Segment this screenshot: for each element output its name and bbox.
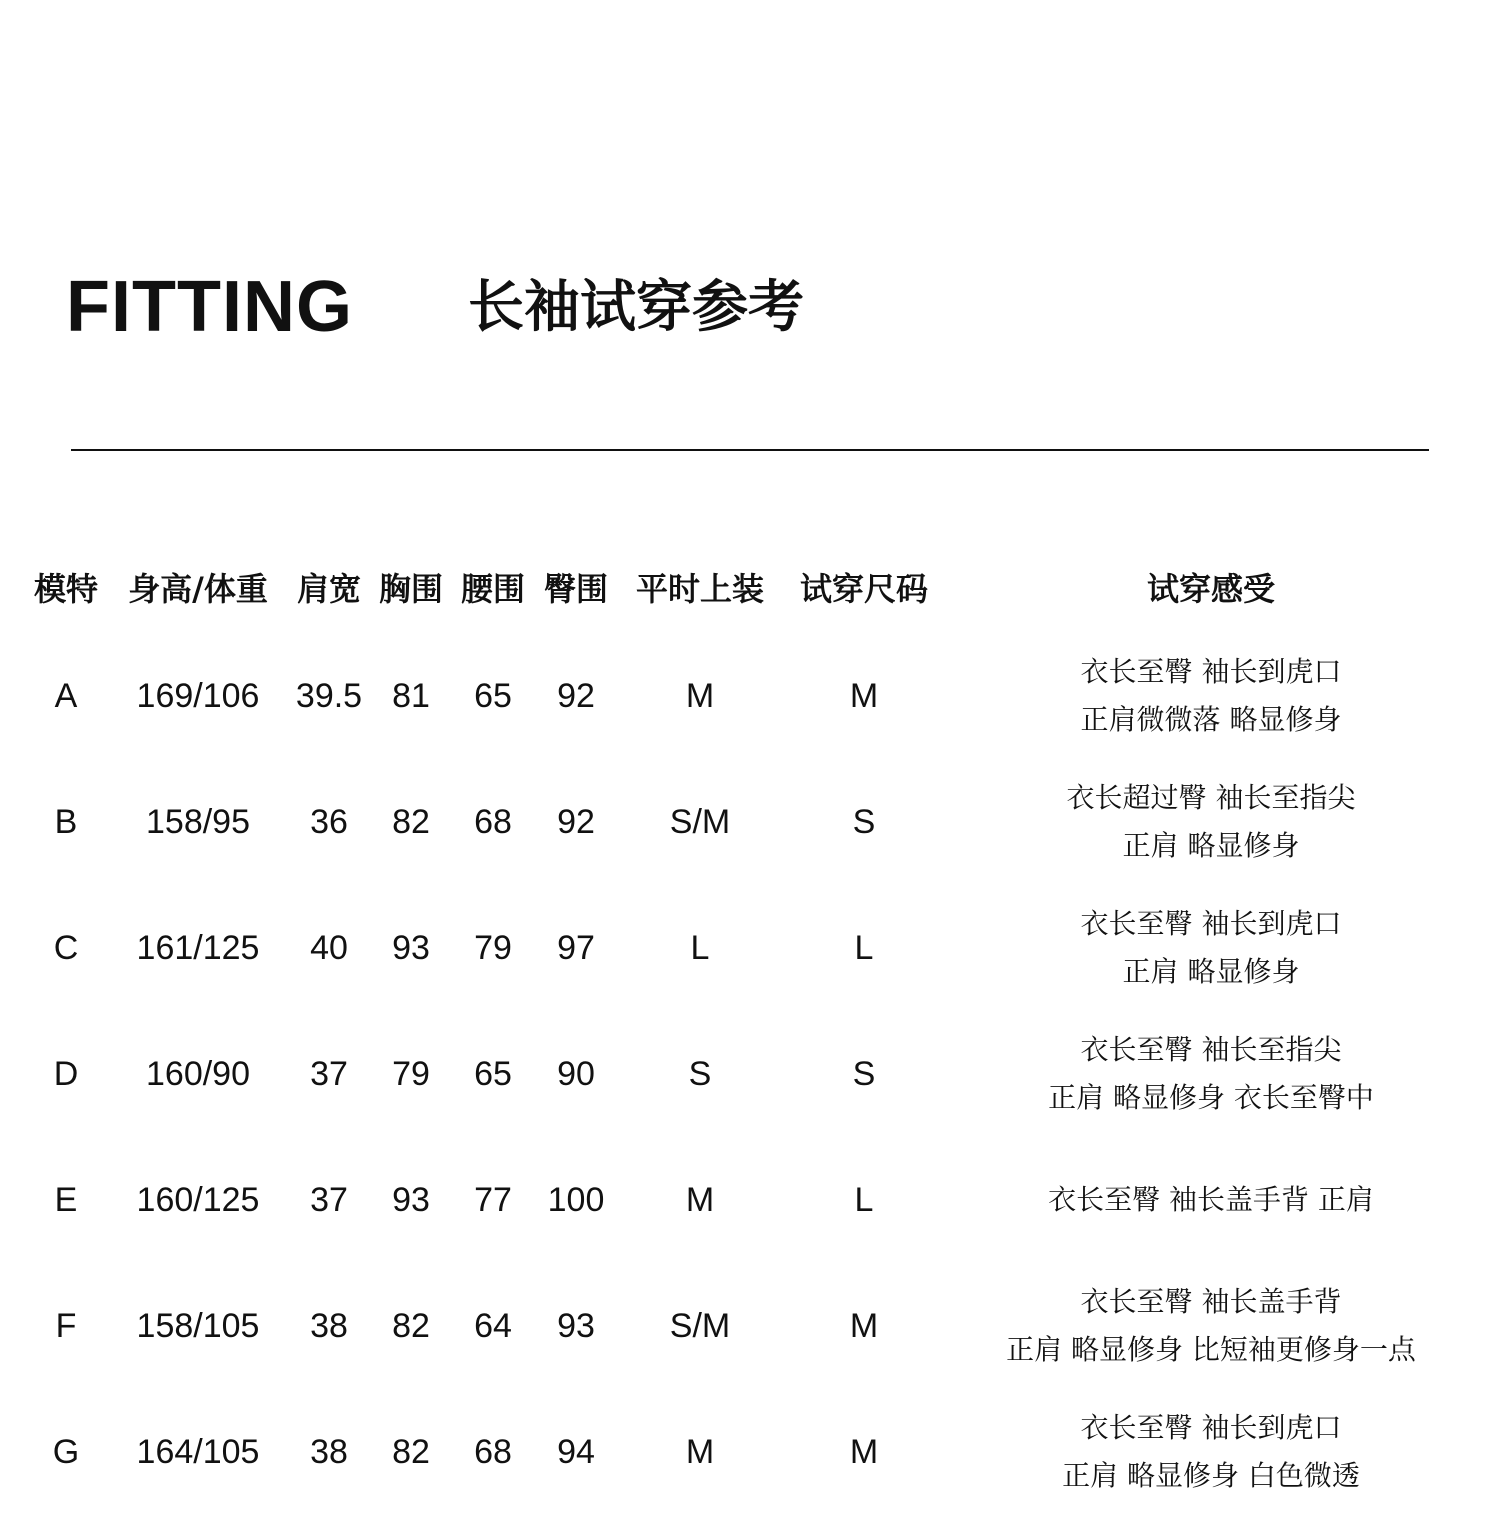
cell-try-size: L [854,1181,874,1219]
cell-chest: 81 [392,677,430,715]
feedback-line: 衣长至臀 袖长盖手背 [1080,1285,1342,1318]
cell-usual-size: L [690,929,710,967]
cell-usual-size: S/M [669,1307,731,1345]
feedback-line: 正肩 略显修身 [1122,829,1300,862]
header-waist: 腰围 [460,570,526,608]
cell-shoulder: 38 [310,1307,348,1345]
cell-waist: 77 [474,1181,512,1219]
feedback-line: 正肩 略显修身 衣长至臀中 [1048,1081,1374,1114]
cell-try-size: S [852,1055,876,1093]
header-height-weight: 身高/体重 [128,570,268,608]
header-chest: 胸围 [378,570,444,608]
cell-usual-size: S/M [669,803,731,841]
feedback-line: 衣长至臀 袖长盖手背 正肩 [1048,1183,1374,1216]
cell-shoulder: 37 [310,1181,348,1219]
cell-chest: 82 [392,803,430,841]
cell-model: D [53,1055,79,1093]
cell-waist: 65 [474,677,512,715]
cell-hip: 100 [547,1181,605,1219]
cell-chest: 82 [392,1307,430,1345]
cell-height-weight: 158/95 [146,803,250,841]
feedback-line: 正肩 略显修身 [1122,955,1300,988]
cell-try-size: M [849,1307,879,1345]
cell-height-weight: 161/125 [136,929,260,967]
cell-height-weight: 164/105 [136,1433,260,1471]
cell-hip: 93 [557,1307,595,1345]
cell-height-weight: 160/90 [146,1055,250,1093]
cell-shoulder: 40 [310,929,348,967]
cell-model: G [52,1433,80,1471]
cell-model: C [53,929,79,967]
cell-feedback [1006,1278,1416,1374]
cell-shoulder: 39.5 [295,677,363,715]
cell-shoulder: 37 [310,1055,348,1093]
cell-usual-size: M [685,677,715,715]
cell-try-size: M [849,1433,879,1471]
cell-height-weight: 160/125 [136,1181,260,1219]
feedback-line: 正肩 略显修身 白色微透 [1062,1459,1360,1492]
cell-chest: 93 [392,929,430,967]
cell-chest: 82 [392,1433,430,1471]
title-chinese: 长袖试穿参考 [468,275,804,340]
cell-waist: 65 [474,1055,512,1093]
cell-hip: 92 [557,803,595,841]
cell-shoulder: 38 [310,1433,348,1471]
cell-model: E [54,1181,78,1219]
feedback-line: 衣长至臀 袖长到虎口 [1080,1411,1342,1444]
header-try-size: 试穿尺码 [799,570,929,608]
cell-usual-size: S [688,1055,712,1093]
header-usual-size: 平时上装 [635,570,765,608]
cell-chest: 79 [392,1055,430,1093]
cell-feedback [1048,1026,1374,1122]
header-model: 模特 [33,570,99,608]
cell-shoulder: 36 [310,803,348,841]
cell-waist: 68 [474,1433,512,1471]
cell-try-size: S [852,803,876,841]
feedback-line: 正肩微微落 略显修身 [1080,703,1342,736]
feedback-line: 衣长至臀 袖长至指尖 [1080,1033,1342,1066]
cell-chest: 93 [392,1181,430,1219]
cell-model: A [54,677,78,715]
feedback-line: 正肩 略显修身 比短袖更修身一点 [1006,1333,1416,1366]
feedback-line: 衣长至臀 袖长到虎口 [1080,655,1342,688]
cell-try-size: L [854,929,874,967]
cell-feedback [1062,1404,1360,1500]
cell-hip: 92 [557,677,595,715]
cell-usual-size: M [685,1181,715,1219]
cell-usual-size: M [685,1433,715,1471]
title-english: FITTING [66,267,353,347]
header-hip: 臀围 [543,570,609,608]
cell-feedback [1048,1176,1374,1224]
feedback-line: 衣长至臀 袖长到虎口 [1080,907,1342,940]
cell-waist: 64 [474,1307,512,1345]
cell-hip: 97 [557,929,595,967]
cell-hip: 94 [557,1433,595,1471]
cell-waist: 79 [474,929,512,967]
feedback-line: 衣长超过臀 袖长至指尖 [1066,781,1356,814]
header-shoulder: 肩宽 [296,570,362,608]
cell-feedback [1067,774,1356,870]
cell-feedback [1081,648,1342,744]
cell-feedback [1081,900,1342,996]
cell-height-weight: 169/106 [136,677,260,715]
cell-try-size: M [849,677,879,715]
header-feedback: 试穿感受 [1146,570,1276,608]
cell-waist: 68 [474,803,512,841]
cell-model: B [54,803,78,841]
cell-hip: 90 [557,1055,595,1093]
cell-model: F [55,1307,77,1345]
cell-height-weight: 158/105 [136,1307,260,1345]
